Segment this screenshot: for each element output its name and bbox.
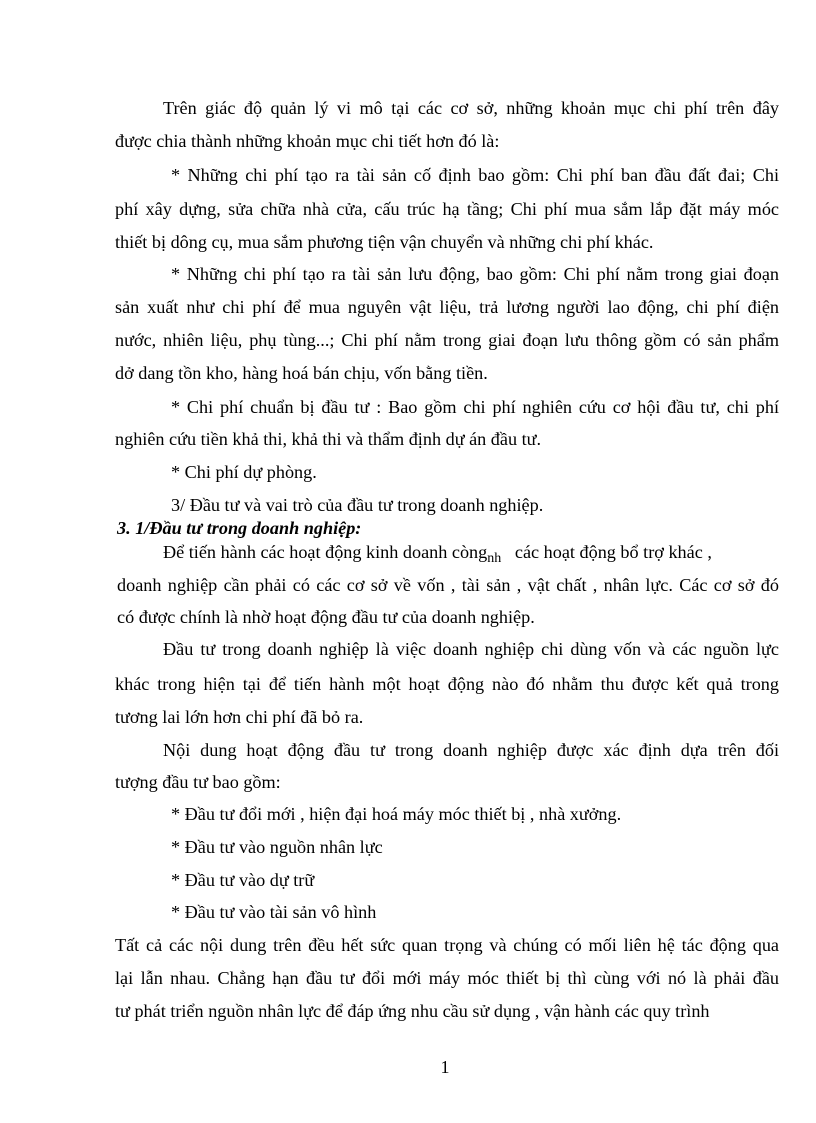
paragraph-line: tượng đầu tư bao gồm: xyxy=(115,772,281,792)
paragraph-line: tương lai lớn hơn chi phí đã bỏ ra. xyxy=(115,707,364,727)
list-item: * Đầu tư vào dự trữ xyxy=(171,870,315,890)
paragraph-line: phí xây dựng, sửa chữa nhà cửa, cấu trúc hạ tầng; Chi phí mua sắm lắp đặt máy móc xyxy=(115,199,779,219)
page-number: 1 xyxy=(440,1057,450,1077)
paragraph-line: Nội dung hoạt động đầu tư trong doanh nghiệp được xác định dựa trên đối xyxy=(163,740,779,760)
bullet-line: * Chi phí chuẩn bị đầu tư : Bao gồm chi phí nghiên cứu cơ hội đầu tư, chi phí xyxy=(171,397,779,417)
bullet-line: * Những chi phí tạo ra tài sản lưu động, bao gồm: Chi phí nằm trong giai đoạn xyxy=(171,264,779,284)
paragraph-line: lại lẫn nhau. Chẳng hạn đầu tư đổi mới máy móc thiết bị thì cùng với nó là phải đầu xyxy=(115,968,779,988)
paragraph-line: sản xuất như chi phí để mua nguyên vật liệu, trả lương người lao động, chi phí điện xyxy=(115,297,779,317)
paragraph-line: Đầu tư trong doanh nghiệp là việc doanh nghiệp chi dùng vốn và các nguồn lực xyxy=(163,639,779,659)
paragraph-line: có được chính là nhờ hoạt động đầu tư của doanh nghiệp. xyxy=(117,607,535,627)
bullet-line: * Chi phí dự phòng. xyxy=(171,462,317,482)
paragraph-line: tư phát triển nguồn nhân lực để đáp ứng nhu cầu sử dụng , vận hành các quy trình xyxy=(115,1001,710,1021)
paragraph-line: Tất cả các nội dung trên đều hết sức quan trọng và chúng có mối liên hệ tác động qua xyxy=(115,935,779,955)
paragraph-text: Để tiến hành các hoạt động kinh doanh còng xyxy=(163,542,488,562)
paragraph-line: khác trong hiện tại để tiến hành một hoạt động nào đó nhằm thu được kết quả trong xyxy=(115,674,779,694)
paragraph-line: nước, nhiên liệu, phụ tùng...; Chi phí nằm trong giai đoạn lưu thông gồm có sản phẩm xyxy=(115,330,779,350)
paragraph-line: doanh nghiệp cần phải có các cơ sở về vốn , tài sản , vật chất , nhân lực. Các cơ sở đó xyxy=(117,575,779,595)
paragraph-line xyxy=(163,540,712,567)
paragraph-text: các hoạt động bổ trợ khác , xyxy=(514,542,712,562)
paragraph-line: nghiên cứu tiền khả thi, khả thi và thẩm định dự án đầu tư. xyxy=(115,429,542,449)
list-item: * Đầu tư vào tài sản vô hình xyxy=(171,902,377,922)
paragraph-line: Trên giác độ quản lý vi mô tại các cơ sở, những khoản mục chi phí trên đây xyxy=(163,98,779,118)
paragraph-line: dở dang tồn kho, hàng hoá bán chịu, vốn bằng tiền. xyxy=(115,363,488,383)
bullet-line: * Những chi phí tạo ra tài sản cố định bao gồm: Chi phí ban đầu đất đai; Chi xyxy=(171,165,779,185)
paragraph-line: thiết bị dông cụ, mua sắm phương tiện vận chuyển và những chi phí khác. xyxy=(115,232,654,252)
subsection-heading: 3. 1/Đầu tư trong doanh nghiệp: xyxy=(117,518,362,538)
list-item: * Đầu tư đổi mới , hiện đại hoá máy móc thiết bị , nhà xưởng. xyxy=(171,804,622,824)
paragraph-line: được chia thành những khoản mục chi tiết hơn đó là: xyxy=(115,131,500,151)
list-item: * Đầu tư vào nguồn nhân lực xyxy=(171,837,383,857)
section-heading: 3/ Đầu tư và vai trò của đầu tư trong doanh nghiệp. xyxy=(171,495,544,515)
inline-fragment: nh xyxy=(487,551,502,566)
